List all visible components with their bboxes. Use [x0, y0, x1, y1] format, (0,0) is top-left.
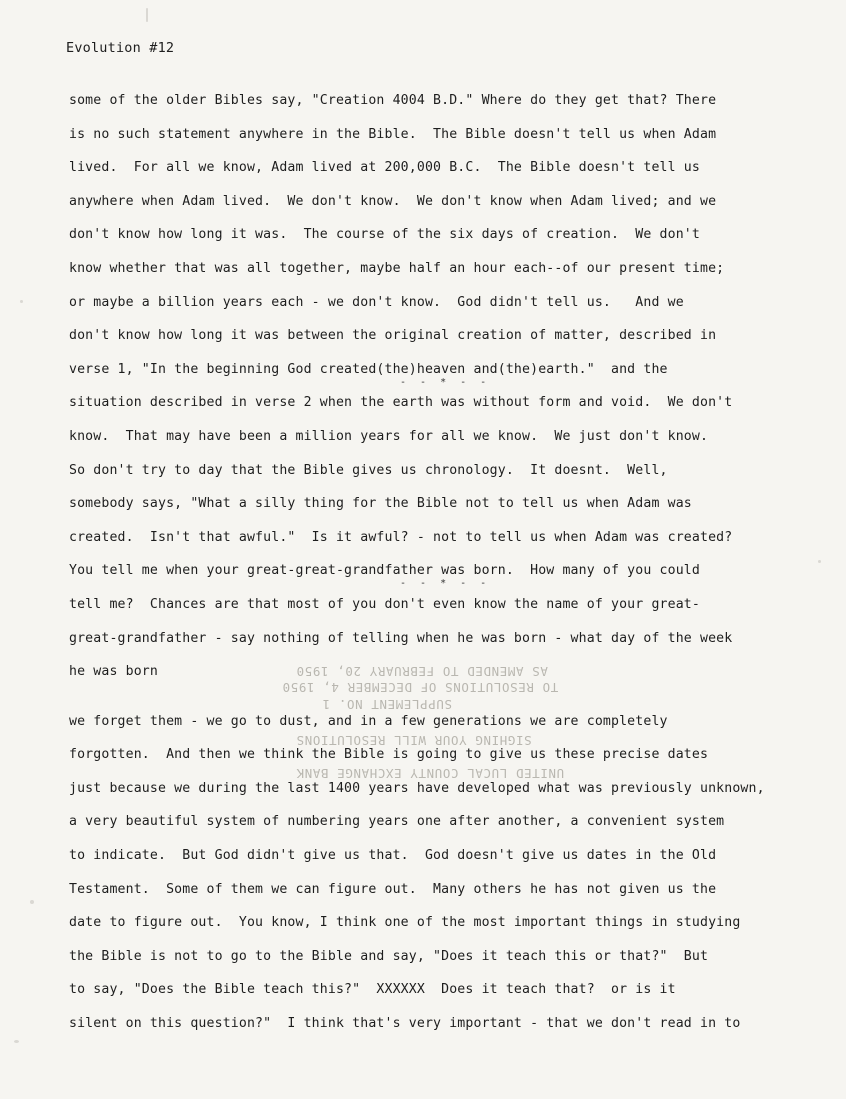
scan-speck [20, 300, 23, 303]
text-line: a very beautiful system of numbering years one after another, a convenient system [69, 814, 725, 830]
text-line: created. Isn't that awful." Is it awful? - not to tell us when Adam was created? [69, 529, 733, 545]
text-line: some of the older Bibles say, "Creation 4004 B.D." Where do they get that? There [69, 93, 717, 108]
text-line: is no such statement anywhere in the Bible. The Bible doesn't tell us when Adam [69, 126, 717, 142]
text-line: just because we during the last 1400 years have developed what was previously unknown, [69, 780, 765, 796]
bleed-through-text: TO RESOLUTIONS OF DECEMBER 4, 1950 [282, 680, 559, 695]
text-line: somebody says, "What a silly thing for the Bible not to tell us when Adam was [69, 496, 692, 512]
text-line: we forget them - we go to dust, and in a few generations we are completely [69, 713, 668, 729]
text-line: to indicate. But God didn't give us that. God doesn't give us dates in the Old [69, 848, 717, 864]
text-line: or maybe a billion years each - we don't know. God didn't tell us. And we [69, 294, 684, 310]
text-line: to say, "Does the Bible teach this?" XXXXXX Does it teach that? or is it [69, 982, 676, 998]
text-line: Testament. Some of them we can figure out. Many others he has not given us the [69, 881, 717, 897]
text-line: situation described in verse 2 when the earth was without form and void. We don't [69, 395, 733, 411]
text-line: date to figure out. You know, I think one of the most important things in studying [69, 915, 741, 931]
section-break-mark: - - * - - [400, 578, 491, 589]
text-line: don't know how long it was. The course of the six days of creation. We don't [69, 227, 700, 243]
typed-body-text [69, 84, 829, 1041]
page-header: Evolution #12 [66, 40, 175, 56]
text-line: You tell me when your great-great-grandfather was born. How many of you could [69, 563, 700, 579]
text-line: know. That may have been a million years for all we know. We just don't know. [69, 428, 709, 444]
text-line: he was born [69, 664, 158, 680]
text-line: the Bible is not to go to the Bible and say, "Does it teach this or that?" But [69, 948, 709, 964]
scan-speck [818, 560, 821, 563]
scan-speck [30, 900, 34, 904]
bleed-through-text: AS AMENDED TO FEBRUARY 20, 1950 [296, 664, 548, 679]
text-line: silent on this question?" I think that's very important - that we don't read in to [69, 1016, 741, 1032]
scan-speck [146, 8, 148, 22]
bleed-through-text: SIGHING YOUR WILL RESOLUTIONS [296, 733, 532, 748]
text-line: great-grandfather - say nothing of telling when he was born - what day of the week [69, 630, 733, 646]
bleed-through-text: SUPPLEMENT NO. 1 [322, 697, 453, 712]
section-break-mark: - - * - - [400, 377, 491, 388]
text-line: tell me? Chances are that most of you don't even know the name of your great- [69, 596, 700, 612]
text-line: verse 1, "In the beginning God created(the)heaven and(the)earth." and the [69, 361, 668, 377]
text-line: lived. For all we know, Adam lived at 200,000 B.C. The Bible doesn't tell us [69, 160, 700, 176]
text-line: forgotten. And then we think the Bible is going to give us these precise dates [69, 747, 709, 763]
scan-speck [14, 1040, 19, 1043]
text-line: anywhere when Adam lived. We don't know. We don't know when Adam lived; and we [69, 193, 717, 209]
text-line: know whether that was all together, maybe half an hour each--of our present time; [69, 260, 725, 276]
text-line: don't know how long it was between the original creation of matter, described in [69, 328, 717, 344]
text-line: So don't try to day that the Bible gives us chronology. It doesnt. Well, [69, 462, 668, 478]
bleed-through-text: UNITED LUCAL COUNTY EXCHANGE BANK [296, 766, 565, 781]
